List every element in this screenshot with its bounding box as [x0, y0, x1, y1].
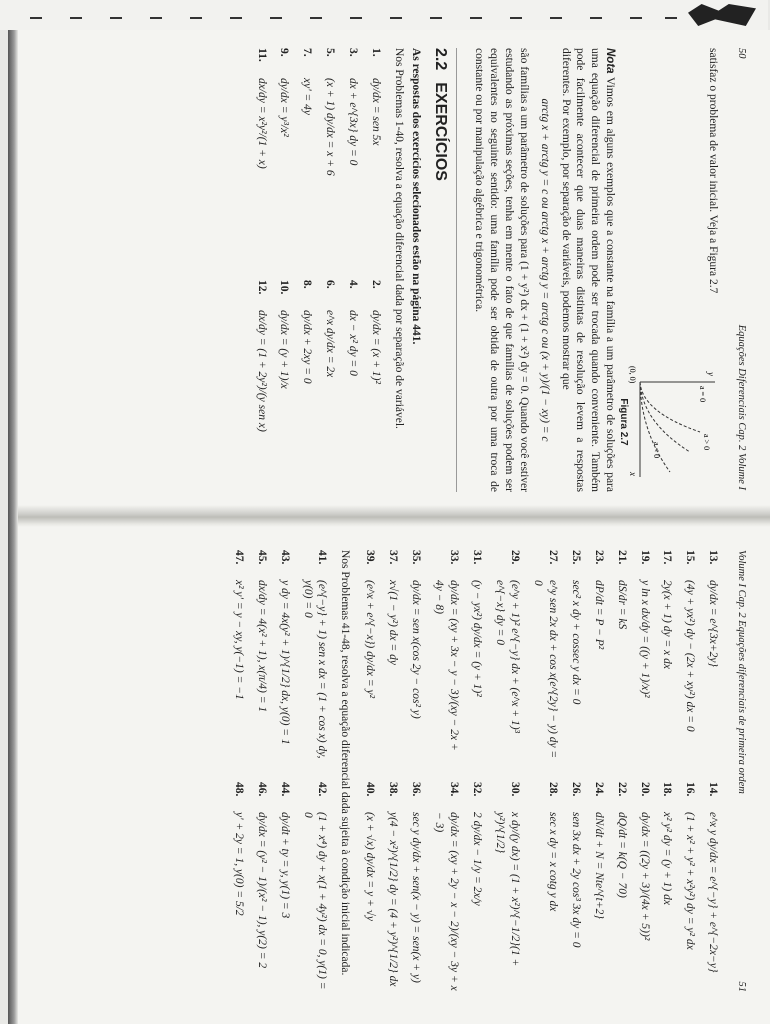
exercise-item — [705, 782, 720, 994]
exercise-item — [530, 782, 560, 994]
exercise-equation: dy/dx = (x + 1)² — [370, 310, 383, 384]
exercise-equation: y(4 − x²)^{1/2} dy = (4 + y²)^{1/2} dx — [387, 812, 400, 987]
exercise-item — [431, 550, 461, 762]
exercise-equation: (4y + yx²) dy − (2x + xy²) dx = 0 — [684, 580, 697, 732]
exercise-equation: dS/dr = kS — [615, 580, 628, 630]
exercise-item — [568, 550, 583, 762]
exercise-number: 43. — [278, 550, 291, 565]
exercise-equation: dy/dx = (y + 1)/x — [278, 310, 291, 389]
exercise-item — [231, 550, 246, 762]
exercise-number: 13. — [707, 550, 720, 565]
exercise-number: 17. — [661, 550, 674, 565]
exercise-equation: 2 dy/dx − 1/y = 2x/y — [471, 812, 484, 906]
exercise-number: 34. — [448, 782, 461, 797]
exercise-item — [277, 48, 292, 260]
fig-label-origin: (0, 0) — [628, 366, 638, 384]
figure-caption: Figura 2.7 — [618, 398, 630, 446]
fig-label-x: x — [628, 472, 639, 476]
exercise-equation: dy/dx = sen 5x — [370, 78, 383, 146]
exercise-equation: e^y sen 2x dx + cos x(e^{2y} − y) dy = 0 — [531, 580, 559, 759]
exercise-item — [469, 550, 484, 762]
exercise-equation: dy/dx = ((2y + 3)/(4x + 5))² — [638, 812, 651, 941]
exercise-equation: sec y dy/dx + sen(x − y) = sen(x + y) — [410, 812, 423, 983]
exercise-item — [660, 550, 675, 762]
exercise-item — [322, 280, 337, 492]
nota-equation: arctg x + arctg y = c ou arctg x + arctg y = arctg c ou (x + y)/(1 − xy) = c — [538, 98, 551, 442]
exercise-equation: e^x y dy/dx = e^{−y} + e^{−2x−y} — [707, 812, 720, 973]
exercise-number: 25. — [569, 550, 582, 565]
exercise-item — [368, 280, 383, 492]
ivp-exercise-list — [231, 550, 330, 994]
exercise-equation: dP/dt = P − P² — [592, 580, 605, 650]
exercise-item — [705, 550, 720, 762]
exercise-equation: (e^y + 1)² e^{−y} dx + (e^x + 1)³ e^{−x} dy = 0 — [493, 580, 521, 733]
exercise-item — [637, 782, 652, 994]
exercise-item — [614, 782, 629, 994]
exercise-number: 24. — [592, 782, 605, 797]
exercise-number: 31. — [471, 550, 484, 565]
exercise-equation: dy/dx + 2xy = 0 — [301, 310, 314, 384]
exercise-equation: sen 3x dx + 2y cos³ 3x dy = 0 — [569, 812, 582, 948]
exercise-item — [682, 782, 697, 994]
running-title: Volume I Cap. 2 Equações diferenciais de primeira ordem — [736, 550, 747, 794]
exercise-number: 30. — [508, 782, 521, 797]
exercise-number: 2. — [370, 280, 383, 289]
exercise-number: 6. — [324, 280, 337, 289]
exercise-item — [345, 280, 360, 492]
exercise-item — [385, 550, 400, 762]
exercise-number: 8. — [301, 280, 314, 289]
exercise-equation: x dy/(y dx) = (1 + x²)^{−1/2}(1 + y²)^{1/2} — [493, 812, 521, 967]
exercise-number: 33. — [448, 550, 461, 565]
exercise-equation: y' + 2y = 1, y(0) = 5/2 — [232, 812, 245, 916]
exercise-number: 14. — [707, 782, 720, 797]
fig-label-aneg: a < 0 — [652, 442, 662, 459]
exercise-number: 38. — [387, 782, 400, 797]
exercise-equation: dy/dx = y³/x² — [278, 78, 291, 137]
exercise-item — [368, 48, 383, 260]
exercise-item — [300, 48, 315, 260]
exercise-item — [591, 782, 606, 994]
exercise-number: 35. — [410, 550, 423, 565]
exercise-equation: x² y' = y − xy, y(−1) = −1 — [232, 580, 245, 700]
exercise-equation: (1 + x⁴) dy + x(1 + 4y²) dx = 0, y(1) = 0 — [301, 812, 329, 990]
exercise-number: 11. — [255, 48, 268, 62]
exercise-item — [530, 550, 560, 762]
exercise-item — [277, 280, 292, 492]
exercise-equation: dy/dx = (xy + 3x − y − 3)/(xy − 2x + 4y − 8) — [433, 580, 461, 751]
exercise-equation: (y − yx²) dy/dx = (y + 1)² — [471, 580, 484, 697]
exercise-item — [492, 782, 522, 994]
exercise-equation: dy/dx = sen x(cos 2y − cos² y) — [410, 580, 423, 719]
ivp-instruction: Nos Problemas 41-48, resolva a equação diferencial dada sujeita à condição inicial indicada. — [339, 550, 352, 976]
exercise-equation: dy/dt + ty = y, y(1) = 3 — [278, 812, 291, 919]
exercise-equation: x√(1 − y²) dx = dy — [387, 580, 400, 665]
exercise-number: 45. — [255, 550, 268, 565]
exercise-equation: dx − x² dy = 0 — [347, 310, 360, 376]
exercise-item — [362, 782, 377, 994]
exercise-number: 12. — [255, 280, 268, 295]
nota-text-2: são famílias a um parâmetro de soluções para (1 + y²) dx + (1 + x²) dy = 0. Quando você estiver estudando as próximas seções, tenha em mente o fato de que famílias de soluções podem ser equivalentes no seguinte sentido: uma família pode ser obtida de outra por uma troca de constante ou por manipulação algébrica e trigonométrica. — [472, 48, 530, 492]
exercise-number: 7. — [301, 48, 314, 57]
exercise-number: 18. — [661, 782, 674, 797]
exercise-item — [614, 550, 629, 762]
exercise-equation: x² y² dy = (y + 1) dx — [661, 812, 674, 905]
figure-2-7 — [617, 352, 720, 492]
exercise-number: 22. — [615, 782, 628, 797]
exercise-number: 26. — [569, 782, 582, 797]
exercise-equation: y dy = 4x(y² + 1)^{1/2} dx, y(0) = 1 — [278, 580, 291, 745]
exercise-equation: dx/dy = (1 + 2y²)/(y sen x) — [255, 310, 268, 432]
exercise-equation: dx/dy = 4(x² + 1), x(π/4) = 1 — [255, 580, 268, 713]
exercise-number: 46. — [255, 782, 268, 797]
exercise-equation: sec² x dy + cossec y dx = 0 — [569, 580, 582, 705]
exercise-item — [277, 550, 292, 762]
exercise-equation: dx + e^{3x} dy = 0 — [347, 78, 360, 166]
intro-text: satisfaz o problema de valor inicial. Veja a Figura 2.7 — [707, 48, 720, 294]
exercise-number: 1. — [370, 48, 383, 57]
answers-note: As respostas dos exercícios selecionados estão na página 441. — [410, 48, 423, 345]
exercise-equation: (e^x + e^{−x}) dy/dx = y² — [364, 580, 377, 699]
running-title: Equações Diferenciais Cap. 2 Volume I — [736, 324, 747, 490]
exercise-equation: e^x dy/dx = 2x — [324, 310, 337, 378]
exercise-item — [300, 280, 315, 492]
fig-label-apos: a > 0 — [702, 434, 712, 451]
exercise-item — [231, 782, 246, 994]
exercise-list — [254, 48, 384, 492]
exercise-number: 3. — [347, 48, 360, 57]
nota-text: Vimos em alguns exemplos que a constante na família a um parâmetro de soluções para uma equação diferencial de primeira ordem pode ser trocada quando conveniente. Também pode facilmente acontecer que duas maneiras distintas de resolução levem a respostas diferentes. Por exemplo, por separação de variáveis, podemos mostrar que — [559, 48, 617, 492]
exercise-number: 27. — [546, 550, 559, 565]
section-number: 2.2 — [431, 48, 449, 71]
exercise-item — [637, 550, 652, 762]
exercise-number: 9. — [278, 48, 291, 57]
exercise-equation: dy/dx = (xy + 2y − x − 2)/(xy − 3y + x − 3) — [433, 812, 461, 991]
exercise-number: 42. — [316, 782, 329, 797]
exercise-number: 23. — [592, 550, 605, 565]
exercise-item — [568, 782, 583, 994]
exercise-equation: (e^{−y} + 1) sen x dx = (1 + cos x) dy, y(0) = 0 — [301, 580, 329, 759]
exercise-item — [682, 550, 697, 762]
right-page-header — [734, 550, 748, 992]
exercise-equation: dy/dx = e^{3x+2y} — [707, 580, 720, 668]
exercise-list — [362, 550, 720, 994]
solution-family-plot — [630, 362, 720, 482]
left-page-header — [734, 48, 748, 490]
exercise-number: 39. — [364, 550, 377, 565]
exercise-number: 41. — [316, 550, 329, 565]
right-page — [16, 532, 754, 1012]
exercise-number: 32. — [471, 782, 484, 797]
exercise-equation: (1 + x² + y² + x²y²) dy = y² dx — [684, 812, 697, 950]
exercise-number: 16. — [684, 782, 697, 797]
section-heading — [429, 48, 457, 492]
exercise-number: 5. — [324, 48, 337, 57]
section-title: EXERCÍCIOS — [431, 82, 449, 181]
exercise-item — [591, 550, 606, 762]
exercise-equation: (x + 1) dy/dx = x + 6 — [324, 78, 337, 176]
exercise-item — [385, 782, 400, 994]
exercise-equation: dx/dy = x²y²/(1 + x) — [255, 78, 268, 169]
page-number: 50 — [736, 48, 747, 59]
exercise-equation: (x + √x) dy/dx = y + √y — [364, 812, 377, 922]
exercise-item — [277, 782, 292, 994]
exercise-number: 47. — [232, 550, 245, 565]
left-page — [16, 30, 754, 510]
exercise-item — [408, 782, 423, 994]
exercise-item — [254, 280, 269, 492]
exercise-number: 4. — [347, 280, 360, 289]
fig-label-y: y — [706, 372, 717, 376]
nota-paragraph — [558, 48, 618, 492]
exercise-number: 21. — [615, 550, 628, 565]
exercise-equation: sec x dy = x cotg y dx — [546, 812, 559, 912]
exercise-item — [469, 782, 484, 994]
scan-top-edge — [0, 0, 768, 30]
exercise-number: 48. — [232, 782, 245, 797]
exercise-item — [660, 782, 675, 994]
exercise-number: 37. — [387, 550, 400, 565]
exercise-item — [431, 782, 461, 994]
exercise-equation: y ln x dx/dy = ((y + 1)/x)² — [638, 580, 651, 698]
exercise-number: 20. — [638, 782, 651, 797]
exercise-equation: dy/dx = (y² − 1)/(x² − 1), y(2) = 2 — [255, 812, 268, 969]
fig-label-a0: a = 0 — [698, 386, 708, 403]
exercise-item — [254, 48, 269, 260]
exercise-number: 40. — [364, 782, 377, 797]
exercise-equation: 2y(x + 1) dy = x dx — [661, 580, 674, 669]
exercise-item — [300, 782, 330, 994]
exercise-item — [492, 550, 522, 762]
exercise-number: 19. — [638, 550, 651, 565]
exercise-item — [254, 550, 269, 762]
exercise-number: 15. — [684, 550, 697, 565]
exercise-number: 28. — [546, 782, 559, 797]
exercise-item — [322, 48, 337, 260]
exercise-equation: dQ/dt = k(Q − 70) — [615, 812, 628, 898]
exercise-equation: xy' = 4y — [301, 78, 314, 116]
page-number: 51 — [736, 981, 747, 992]
exercise-number: 44. — [278, 782, 291, 797]
exercise-number: 10. — [278, 280, 291, 295]
exercise-number: 36. — [410, 782, 423, 797]
exercise-item — [300, 550, 330, 762]
exercise-number: 29. — [508, 550, 521, 565]
exercise-instruction: Nos Problemas 1-40, resolva a equação diferencial dada por separação de variável. — [393, 48, 406, 429]
exercise-item — [345, 48, 360, 260]
exercise-item — [254, 782, 269, 994]
exercise-item — [362, 550, 377, 762]
exercise-item — [408, 550, 423, 762]
exercise-equation: dN/dt + N = Nte^{t+2} — [592, 812, 605, 919]
nota-label: Nota — [604, 48, 617, 74]
